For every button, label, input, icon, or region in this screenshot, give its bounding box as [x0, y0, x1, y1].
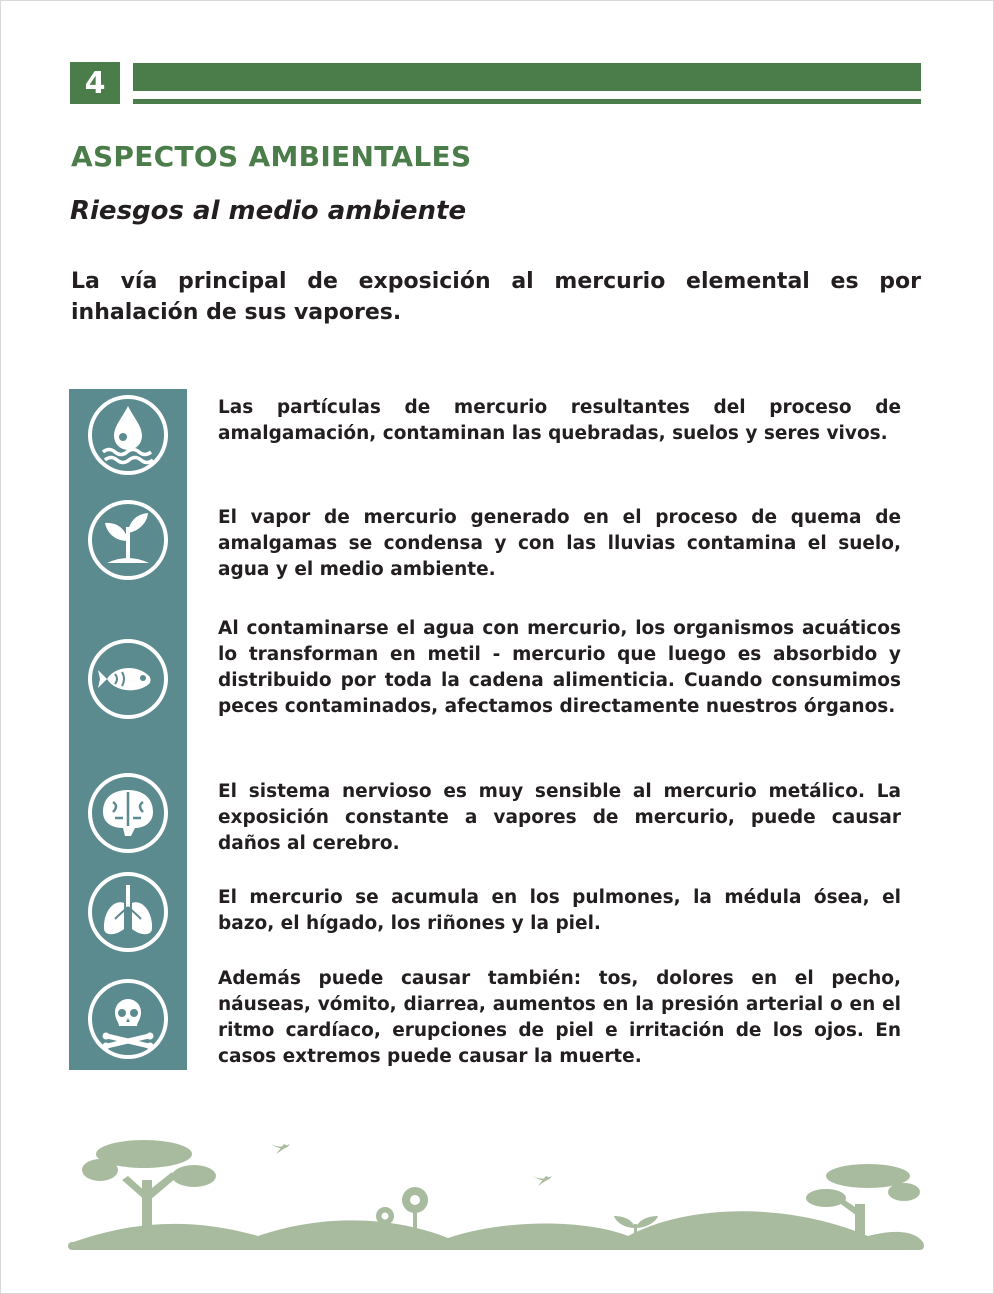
- plant-icon: [85, 497, 171, 583]
- chapter-number: 4: [70, 62, 120, 104]
- header-rule: [133, 99, 921, 104]
- water-drop-icon: [85, 392, 171, 478]
- fish-icon: [85, 636, 171, 722]
- paragraph-aquatic: Al contaminarse el agua con mercurio, los organismos acuáticos lo transforman en metil - mercurio que luego es absorbido y distribuido por toda la cadena alimenticia. Cuando consumimos peces contaminados, afectamos directamente nuestros órganos.: [218, 618, 901, 717]
- header-bar: [133, 63, 921, 91]
- landscape-illustration: [68, 1132, 924, 1256]
- paragraph-nervous-system: El sistema nervioso es muy sensible al mercurio metálico. La exposición constante a vapores de mercurio, puede causar daños al cerebro.: [218, 781, 901, 854]
- lungs-icon: [85, 869, 171, 955]
- intro-paragraph: La vía principal de exposición al mercurio elemental es por inhalación de sus vapores.: [71, 269, 921, 325]
- section-subtitle: Riesgos al medio ambiente: [70, 196, 467, 226]
- paragraph-symptoms: Además puede causar también: tos, dolores en el pecho, náuseas, vómito, diarrea, aumentos en la presión arterial o en el ritmo cardíaco, erupciones de piel e irritación de los ojos. En casos extremos puede causar la muerte.: [218, 968, 901, 1067]
- skull-crossbones-icon: [85, 976, 171, 1062]
- paragraph-vapor: El vapor de mercurio generado en el proceso de quema de amalgamas se condensa y con las lluvias contamina el suelo, agua y el medio ambiente.: [218, 507, 901, 580]
- section-title: ASPECTOS AMBIENTALES: [71, 140, 472, 173]
- paragraph-organs: El mercurio se acumula en los pulmones, la médula ósea, el bazo, el hígado, los riñones y la piel.: [218, 887, 901, 934]
- icon-strip: [69, 389, 187, 1070]
- brain-icon: [85, 770, 171, 856]
- paragraph-amalgamation: Las partículas de mercurio resultantes del proceso de amalgamación, contaminan las quebradas, suelos y seres vivos.: [218, 397, 901, 444]
